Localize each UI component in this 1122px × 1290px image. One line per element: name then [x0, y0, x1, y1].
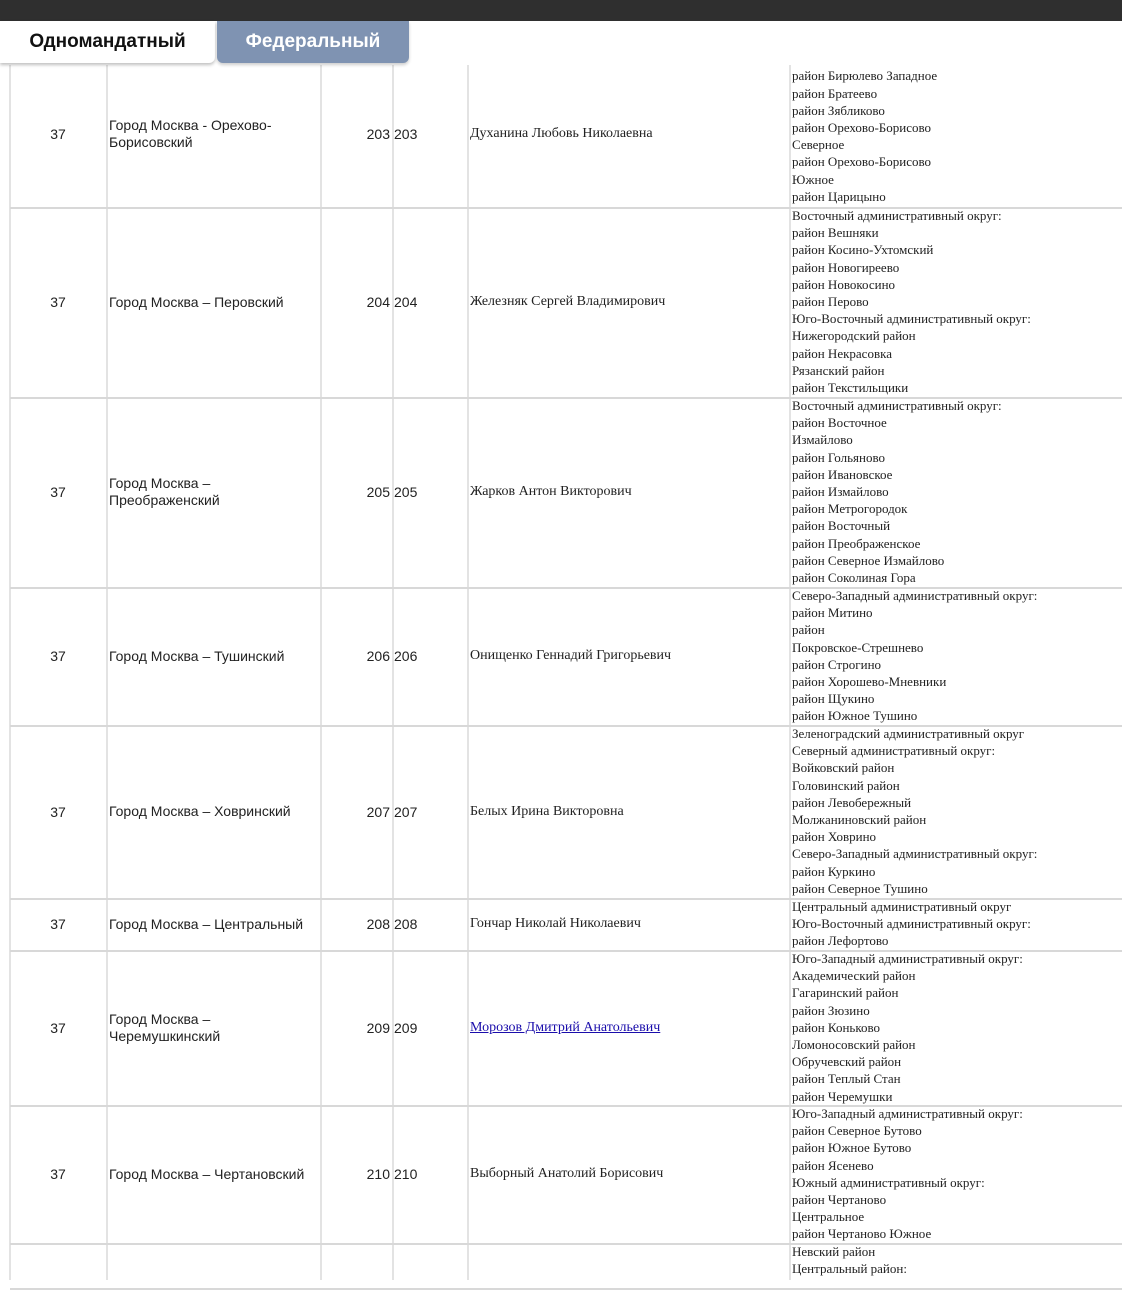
area-line: район Северное Измайлово	[792, 552, 945, 568]
area-line: район Братеево	[792, 85, 878, 101]
table-row	[10, 898, 1122, 952]
candidate-name: Выборный Анатолий Борисович	[470, 1166, 664, 1181]
area-line: Северо-Западный административный округ:	[792, 846, 1038, 862]
area-line: Юго-Западный административный округ:	[792, 1106, 1023, 1121]
area-line: Юго-Восточный административный округ:	[792, 916, 1031, 932]
candidate-cell	[470, 1243, 790, 1288]
area-line: район Орехово-Борисово	[792, 154, 932, 170]
district-name: Город Москва – Тушинский	[109, 647, 285, 664]
area-line: Академический район	[792, 968, 916, 984]
area-line: Войковский район	[792, 760, 895, 776]
table-row	[10, 60, 1122, 209]
area-line: Нижегородский район	[792, 328, 916, 344]
area-line: район Ховрино	[792, 829, 877, 845]
area-line: Юго-Восточный административный округ:	[792, 311, 1031, 327]
district-number-alt: 209	[394, 1019, 418, 1036]
candidate-link[interactable]: Морозов Дмитрий Анатольевич	[470, 1019, 661, 1035]
table-row	[10, 397, 1122, 589]
area-line: район Черемушки	[792, 1088, 893, 1104]
tab-federal[interactable]: Федеральный	[217, 21, 409, 63]
area-line: Гагаринский район	[792, 985, 899, 1001]
district-number: 209	[366, 1019, 390, 1036]
area-line: Молжаниновский район	[792, 812, 927, 828]
district-areas	[792, 725, 1122, 898]
district-name	[109, 1243, 314, 1288]
table-row	[10, 587, 1122, 727]
candidate-cell	[470, 725, 790, 898]
area-line: Северное	[792, 137, 845, 153]
area-line: Южное	[792, 171, 834, 187]
area-line: Головинский район	[792, 777, 900, 793]
district-number: 207	[366, 803, 390, 820]
area-line: район Чертаново Южное	[792, 1226, 932, 1242]
region-number	[10, 1243, 106, 1288]
table-row	[10, 1105, 1122, 1245]
area-line: район Хорошево-Мневники	[792, 674, 947, 690]
area-line: район Текстильщики	[792, 380, 909, 396]
area-line: Центральный район:	[792, 1261, 907, 1277]
table-row	[10, 725, 1122, 900]
district-number: 204	[366, 294, 390, 310]
region-number: 37	[50, 916, 66, 932]
area-line: район Северное Тушино	[792, 880, 928, 896]
district-areas	[792, 60, 1122, 207]
area-line: Обручевский район	[792, 1054, 902, 1070]
district-number-alt	[394, 1243, 454, 1288]
district-number-alt: 207	[394, 803, 418, 820]
district-name: Город Москва – Центральный	[109, 915, 304, 932]
district-number-alt: 205	[394, 484, 418, 500]
candidate-cell	[470, 587, 790, 725]
district-number: 208	[366, 916, 390, 932]
district-name: Город Москва – Преображенский	[109, 475, 220, 508]
area-line: район Новокосино	[792, 276, 896, 292]
region-number: 37	[50, 294, 66, 310]
region-number: 37	[50, 125, 66, 142]
area-line: район Зюзино	[792, 1002, 870, 1018]
candidate-cell	[470, 207, 790, 397]
district-number-alt: 204	[394, 294, 418, 310]
area-line: Рязанский район	[792, 362, 885, 378]
area-line: район Левобережный	[792, 794, 912, 810]
area-line: Измайлово	[792, 432, 853, 448]
area-line: район Царицыно	[792, 188, 886, 204]
tab-single-mandate[interactable]: Одномандатный	[0, 21, 215, 63]
area-line: район Строгино	[792, 656, 882, 672]
district-name: Город Москва – Перовский	[109, 293, 284, 310]
area-line: район Бирюлево Западное	[792, 68, 938, 84]
district-number-alt: 208	[394, 916, 418, 932]
area-line: район Косино-Ухтомский	[792, 242, 934, 258]
area-line: район Восточный	[792, 518, 891, 534]
area-line: район Перово	[792, 294, 869, 310]
area-line: район Митино	[792, 605, 873, 621]
candidate-name: Жарков Антон Викторович	[470, 484, 632, 499]
candidate-name: Железняк Сергей Владимирович	[470, 294, 666, 309]
district-number-alt: 210	[394, 1166, 418, 1182]
area-line: Северо-Западный административный округ:	[792, 588, 1038, 603]
area-line: район Щукино	[792, 691, 875, 707]
area-line: Ломоносовский район	[792, 1037, 916, 1053]
candidate-cell	[470, 1105, 790, 1243]
area-line: Покровское-Стрешнево	[792, 639, 924, 655]
region-number: 37	[50, 1166, 66, 1182]
tab-bar	[0, 21, 1122, 65]
area-line: район Орехово-Борисово	[792, 120, 932, 135]
area-line: район Преображенское	[792, 535, 921, 551]
table-row	[10, 207, 1122, 399]
area-line: район Южное Тушино	[792, 708, 918, 724]
area-line: район Лефортово	[792, 933, 889, 949]
area-line: район Ясенево	[792, 1157, 874, 1173]
candidate-name: Онищенко Геннадий Григорьевич	[470, 648, 672, 663]
area-line: Юго-Западный административный округ:	[792, 951, 1023, 966]
district-areas	[792, 587, 1122, 725]
district-areas	[792, 397, 1122, 587]
candidate-cell	[470, 898, 790, 950]
candidate-cell	[470, 950, 790, 1105]
area-line: район	[792, 622, 825, 638]
area-line: район Ивановское	[792, 466, 893, 482]
area-line: Северный административный округ:	[792, 743, 996, 759]
candidate-name: Духанина Любовь Николаевна	[470, 125, 653, 141]
area-line: район Соколиная Гора	[792, 570, 916, 586]
area-line: Южный административный округ:	[792, 1174, 985, 1190]
area-line: Восточный административный округ:	[792, 398, 1002, 413]
area-line: район Коньково	[792, 1019, 881, 1035]
area-line: район Чертаново	[792, 1192, 887, 1208]
area-line: Восточный административный округ:	[792, 208, 1002, 223]
district-number: 203	[366, 125, 390, 142]
district-number: 205	[366, 484, 390, 500]
area-line: район Восточное	[792, 415, 887, 431]
table-row	[10, 1243, 1122, 1290]
district-number-alt: 206	[394, 648, 418, 664]
area-line: район Некрасовка	[792, 345, 892, 361]
area-line: Центральный административный округ	[792, 899, 1012, 914]
district-areas	[792, 950, 1122, 1105]
area-line: Центральное	[792, 1209, 865, 1225]
region-number: 37	[50, 803, 66, 820]
area-line: район Вешняки	[792, 225, 879, 241]
district-name: Город Москва – Ховринский	[109, 803, 291, 819]
area-line: район Северное Бутово	[792, 1123, 922, 1139]
candidate-cell	[470, 60, 790, 207]
area-line: район Куркино	[792, 863, 876, 879]
area-line: район Южное Бутово	[792, 1140, 912, 1156]
table-row	[10, 950, 1122, 1107]
region-number: 37	[50, 484, 66, 500]
district-areas	[792, 207, 1122, 397]
region-number: 37	[50, 1019, 66, 1036]
area-line: район Измайлово	[792, 484, 889, 500]
candidate-cell	[470, 397, 790, 587]
district-number	[322, 1243, 390, 1288]
district-name: Город Москва – Чертановский	[109, 1165, 305, 1182]
top-status-bar	[0, 0, 1122, 21]
candidate-name: Гончар Николай Николаевич	[470, 916, 641, 931]
district-name: Город Москва – Черемушкинский	[109, 1010, 221, 1044]
district-number: 210	[366, 1166, 390, 1182]
district-areas	[792, 1243, 1122, 1288]
area-line: Невский район	[792, 1244, 876, 1259]
area-line: район Новогиреево	[792, 259, 900, 275]
region-number: 37	[50, 648, 66, 664]
district-name: Город Москва - Орехово-Борисовский	[109, 116, 272, 150]
area-line: Зеленоградский административный округ	[792, 726, 1025, 741]
district-number-alt: 203	[394, 125, 418, 142]
area-line: район Метрогородок	[792, 501, 908, 517]
district-areas	[792, 898, 1122, 950]
district-number: 206	[366, 648, 390, 664]
area-line: район Гольяново	[792, 449, 886, 465]
area-line: район Зябликово	[792, 102, 885, 118]
district-areas	[792, 1105, 1122, 1243]
candidate-name: Белых Ирина Викторовна	[470, 803, 624, 819]
area-line: район Теплый Стан	[792, 1071, 901, 1087]
